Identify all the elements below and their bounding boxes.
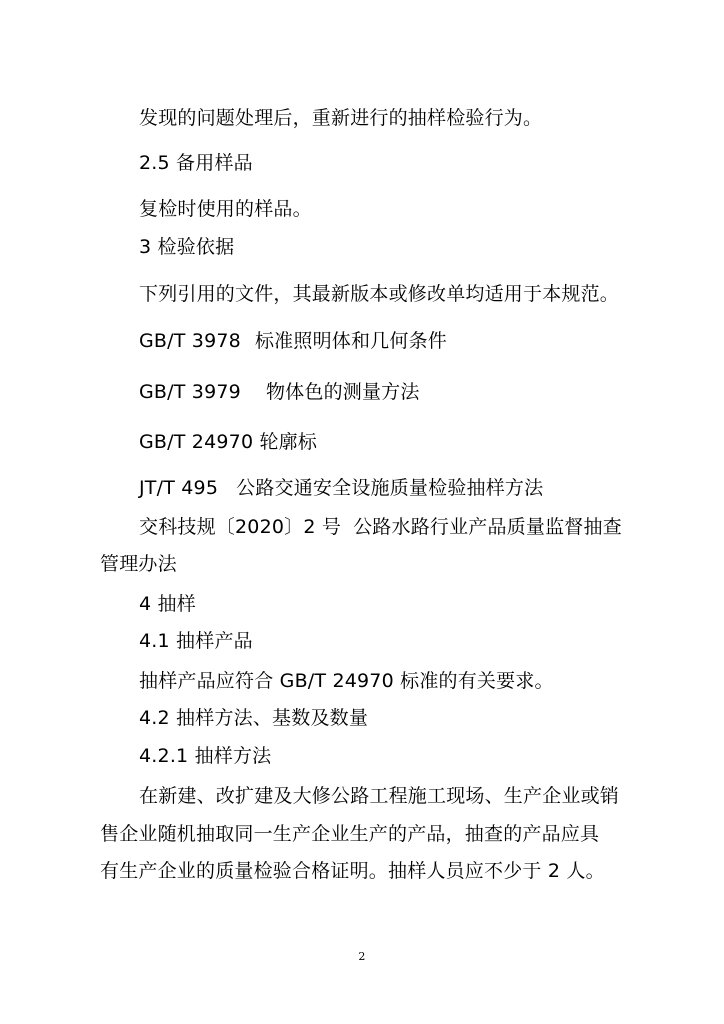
standard-code: GB/T 3978 bbox=[139, 330, 241, 352]
reference-regulation bbox=[139, 515, 622, 539]
standard-title: 公路交通安全设施质量检验抽样方法 bbox=[236, 477, 544, 499]
body-text-line: 发现的问题处理后，重新进行的抽样检验行为。 bbox=[139, 107, 543, 129]
body-text-line: 下列引用的文件，其最新版本或修改单均适用于本规范。 bbox=[139, 283, 620, 305]
section-heading-3: 3 检验依据 bbox=[139, 236, 235, 258]
body-text-line: 复检时使用的样品。 bbox=[139, 198, 312, 220]
reference-gbt-24970: GB/T 24970 轮廓标 bbox=[139, 431, 318, 453]
standard-code: JT/T 495 bbox=[139, 477, 219, 499]
section-heading-4-2-1: 4.2.1 抽样方法 bbox=[139, 745, 272, 767]
regulation-title: 公路水路行业产品质量监督抽查 bbox=[353, 516, 622, 538]
body-text-line: 售企业随机抽取同一生产企业生产的产品，抽查的产品应具 bbox=[100, 823, 600, 845]
reference-gbt-3979 bbox=[139, 380, 420, 404]
section-heading-4-2: 4.2 抽样方法、基数及数量 bbox=[139, 707, 369, 729]
standard-title: 物体色的测量方法 bbox=[265, 381, 420, 403]
standard-code: GB/T 3979 bbox=[139, 381, 241, 403]
page-number: 2 bbox=[358, 950, 366, 963]
body-text-line: 管理办法 bbox=[100, 553, 177, 575]
section-heading-4: 4 抽样 bbox=[139, 593, 196, 615]
section-heading-2-5: 2.5 备用样品 bbox=[139, 152, 253, 174]
reference-jtt-495 bbox=[139, 476, 543, 500]
body-text-line: 在新建、改扩建及大修公路工程施工现场、生产企业或销 bbox=[139, 785, 620, 807]
reference-gbt-3978 bbox=[139, 329, 447, 353]
body-text-line: 有生产企业的质量检验合格证明。抽样人员应不少于 2 人。 bbox=[100, 860, 605, 882]
regulation-code: 交科技规〔2020〕2 号 bbox=[139, 516, 342, 538]
standard-title: 标准照明体和几何条件 bbox=[254, 330, 447, 352]
section-heading-4-1: 4.1 抽样产品 bbox=[139, 630, 253, 652]
body-text-line: 抽样产品应符合 GB/T 24970 标准的有关要求。 bbox=[139, 670, 554, 692]
